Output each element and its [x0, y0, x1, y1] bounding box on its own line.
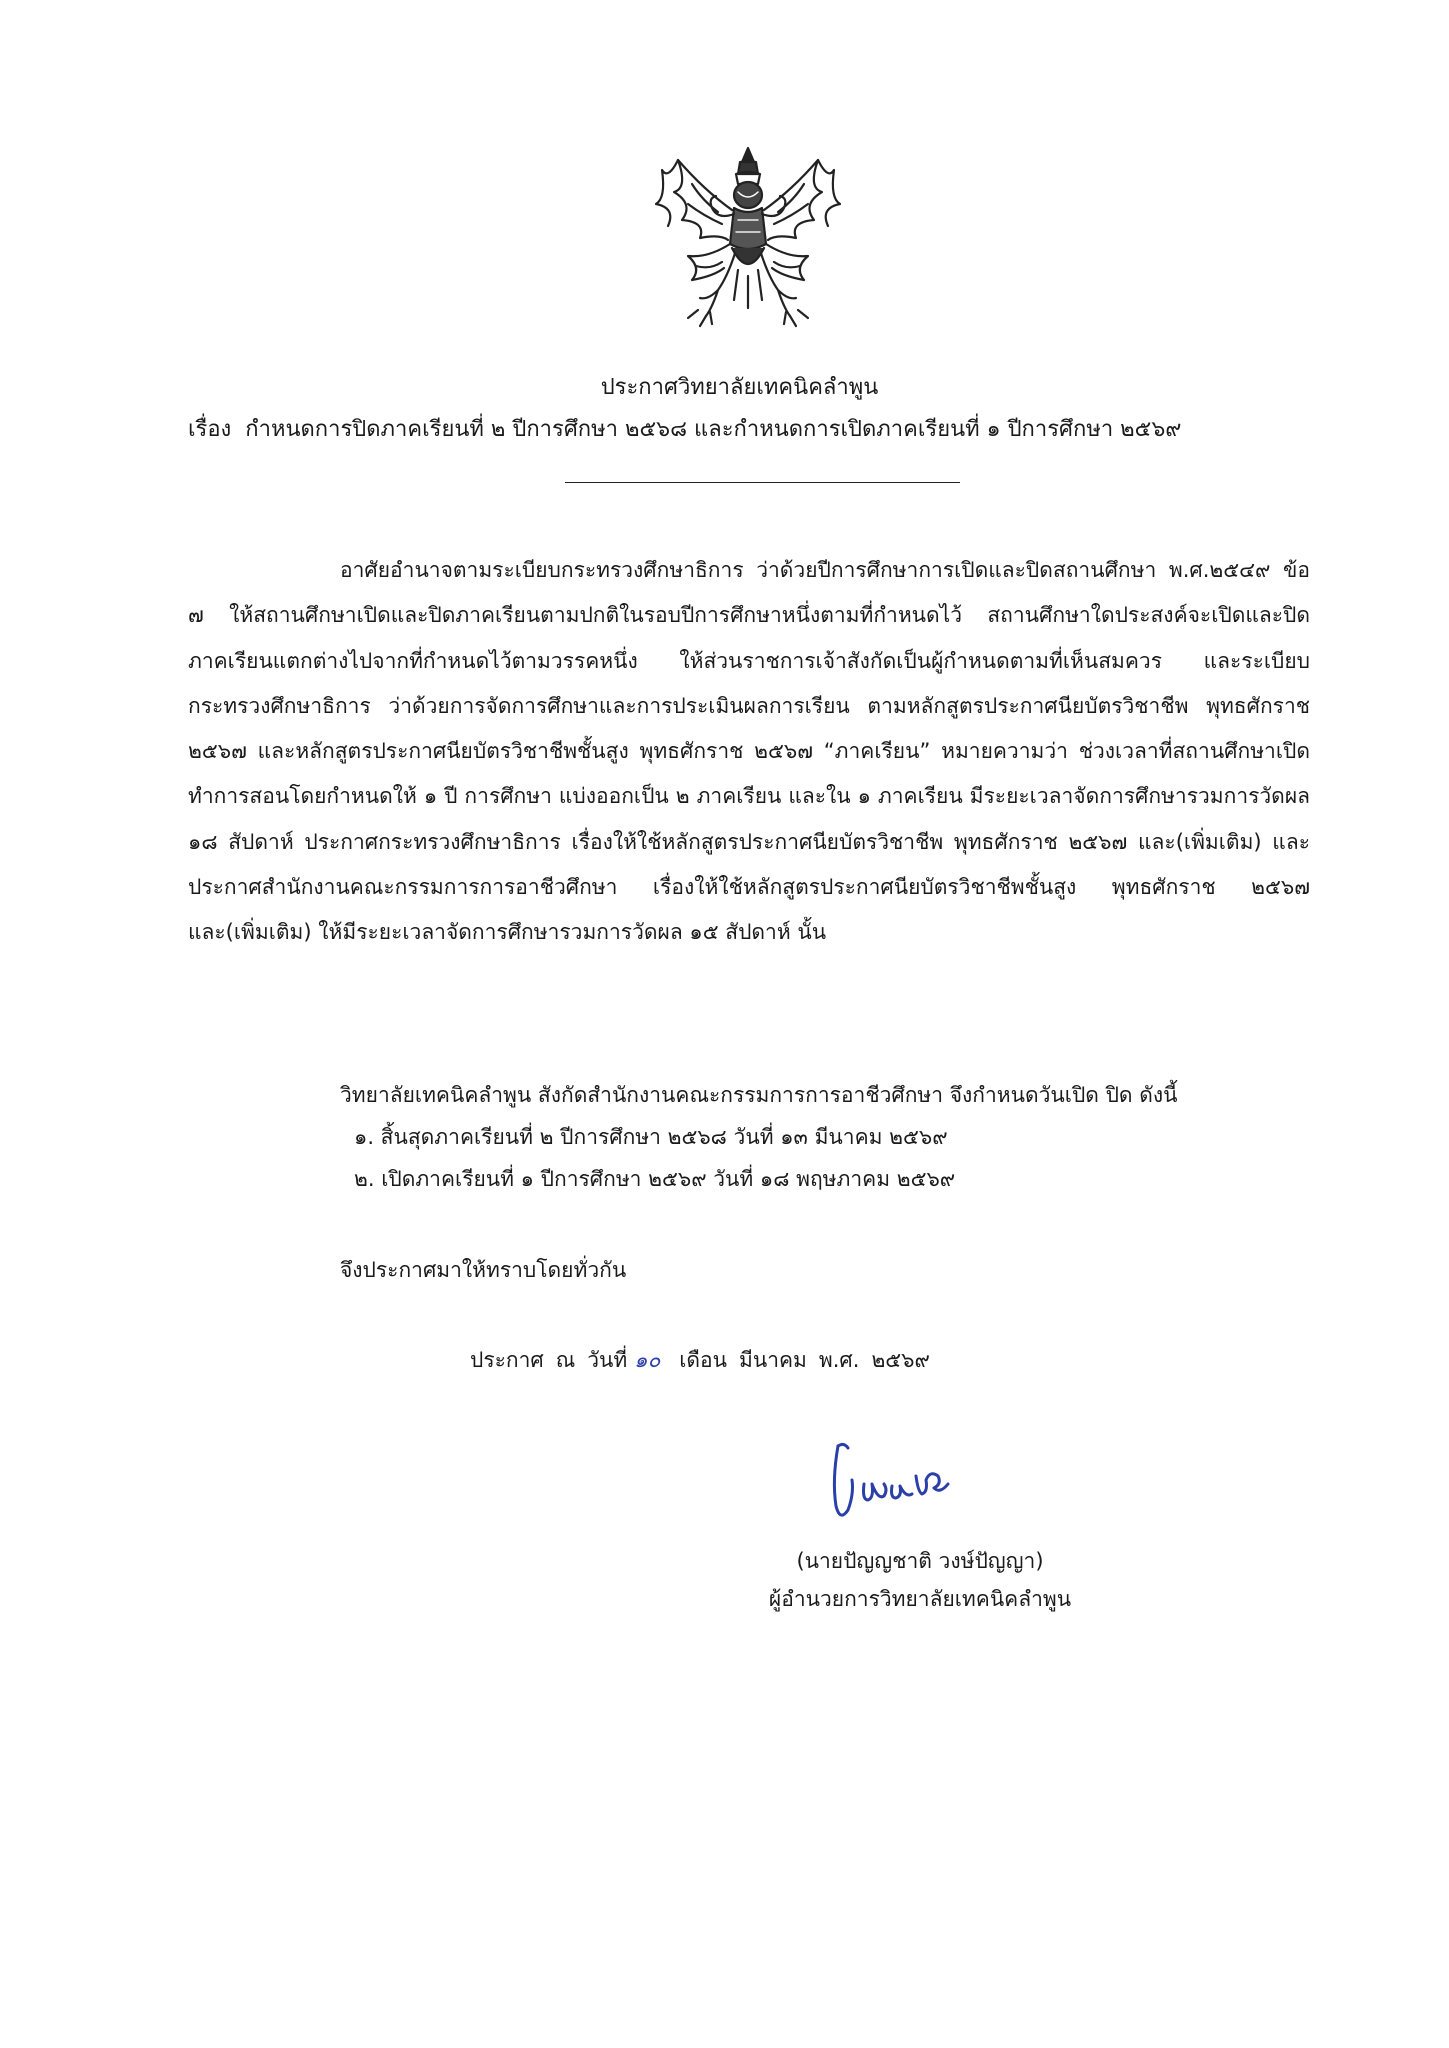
body-section: [188, 548, 1310, 956]
signer-block: [700, 1542, 1140, 1618]
closing-statement: จึงประกาศมาให้ทราบโดยทั่วกัน: [340, 1258, 627, 1282]
date-day-value: ๑๐: [634, 1348, 661, 1372]
date-at: ณ: [555, 1348, 576, 1372]
handwritten-signature: [818, 1440, 978, 1530]
title-block: [0, 370, 1449, 406]
date-year-value: ๒๕๖๙: [871, 1348, 930, 1372]
subject-text: กำหนดการปิดภาคเรียนที่ ๒ ปีการศึกษา ๒๕๖๘ และกำหนดการเปิดภาคเรียนที่ ๑ ปีการศึกษา ๒๕๖๙: [245, 417, 1182, 442]
decision-intro: วิทยาลัยเทคนิคลำพูน สังกัดสำนักงานคณะกรรมการการอาชีวศึกษา จึงกำหนดวันเปิด ปิด ดังนี้: [340, 1083, 1178, 1107]
subject-line: [188, 412, 1338, 448]
signer-name: (นายปัญญชาติ วงษ์ปัญญา): [796, 1549, 1044, 1573]
decision-item-1: ๑. สิ้นสุดภาคเรียนที่ ๒ ปีการศึกษา ๒๕๖๘ วันที่ ๑๓ มีนาคม ๒๕๖๙: [354, 1125, 948, 1149]
announcement-heading: ประกาศวิทยาลัยเทคนิคลำพูน: [600, 375, 879, 400]
date-month-value: มีนาคม: [739, 1348, 807, 1372]
garuda-emblem-icon: [648, 140, 848, 335]
signer-position: ผู้อำนวยการวิทยาลัยเทคนิคลำพูน: [768, 1587, 1072, 1611]
title-divider: [565, 482, 960, 483]
date-prefix: ประกาศ: [470, 1348, 544, 1372]
date-month-label: เดือน: [679, 1348, 728, 1372]
decision-block: [340, 1074, 1340, 1200]
date-year-label: พ.ศ.: [818, 1348, 860, 1372]
body-paragraph: อาศัยอำนาจตามระเบียบกระทรวงศึกษาธิการ ว่าด้วยปีการศึกษาการเปิดและปิดสถานศึกษา พ.ศ.๒๕๔๙ ข้อ ๗ ให้สถานศึกษาเปิดและปิดภาคเรียนตามปกติในรอบปีการศึกษาหนึ่งตามที่กำหนดไว้ สถานศึกษาใดประสงค์จะเปิดและปิดภาคเรียนแตกต่างไปจากที่กำหนดไว้ตามวรรคหนึ่ง ให้ส่วนราชการเจ้าสังกัดเป็นผู้กำหนดตามที่เห็นสมควร และระเบียบกระทรวงศึกษาธิการ ว่าด้วยการจัดการศึกษาและการประเมินผลการเรียน ตามหลักสูตรประกาศนียบัตรวิชาชีพ พุทธศักราช ๒๕๖๗ และหลักสูตรประกาศนียบัตรวิชาชีพชั้นสูง พุทธศักราช ๒๕๖๗ “ภาคเรียน” หมายความว่า ช่วงเวลาที่สถานศึกษาเปิดทำการสอนโดยกำหนดให้ ๑ ปี การศึกษา แบ่งออกเป็น ๒ ภาคเรียน และใน ๑ ภาคเรียน มีระยะเวลาจัดการศึกษารวมการวัดผล ๑๘ สัปดาห์ ประกาศกระทรวงศึกษาธิการ เรื่องให้ใช้หลักสูตรประกาศนียบัตรวิชาชีพ พุทธศักราช ๒๕๖๗ และ(เพิ่มเติม) และประกาศสำนักงานคณะกรรมการการอาชีวศึกษา เรื่องให้ใช้หลักสูตรประกาศนียบัตรวิชาชีพชั้นสูง พุทธศักราช ๒๕๖๗ และ(เพิ่มเติม) ให้มีระยะเวลาจัดการศึกษารวมการวัดผล ๑๕ สัปดาห์ นั้น: [188, 558, 1310, 945]
decision-item-2: ๒. เปิดภาคเรียนที่ ๑ ปีการศึกษา ๒๕๖๙ วันที่ ๑๘ พฤษภาคม ๒๕๖๙: [354, 1167, 956, 1191]
date-day-label: วันที่: [587, 1348, 628, 1372]
announcement-date-line: [470, 1340, 930, 1380]
subject-label: เรื่อง: [188, 417, 232, 442]
